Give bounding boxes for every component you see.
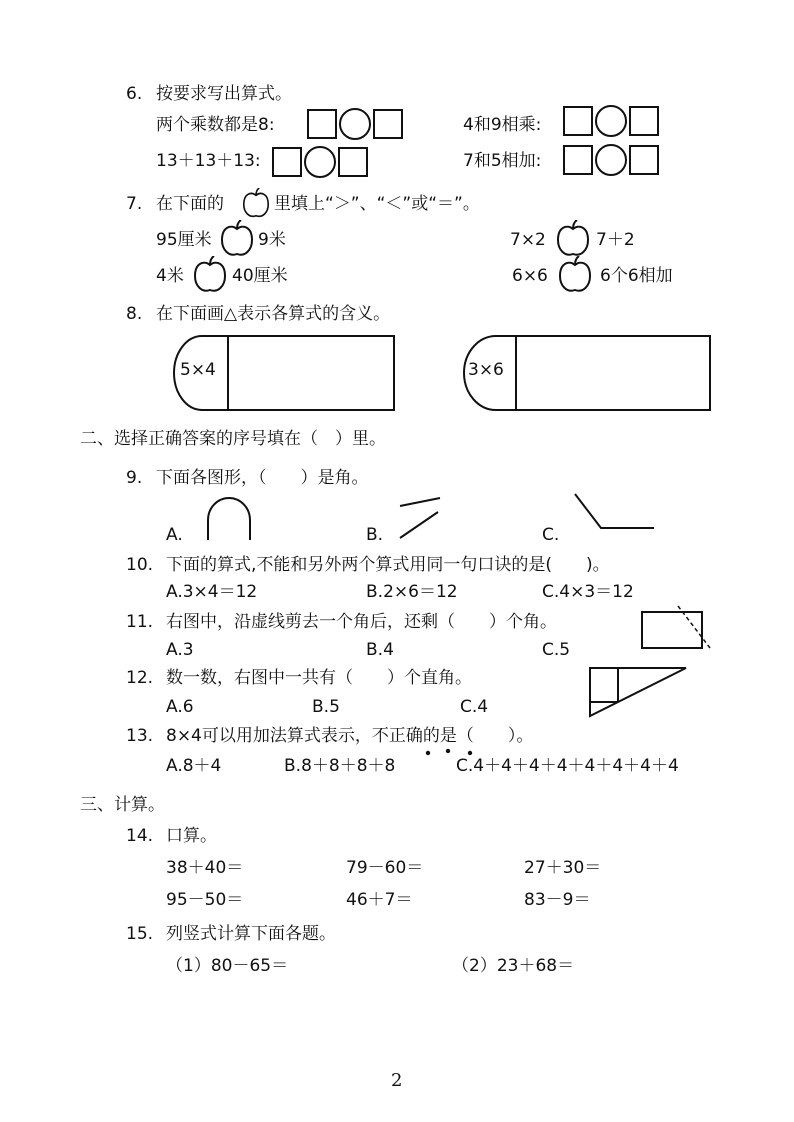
answer-square[interactable]	[629, 145, 659, 175]
q8-figure-1-label: 5×4	[180, 360, 216, 380]
q14-title: 口算。	[166, 826, 217, 846]
q12-option-c[interactable]: C.4	[460, 697, 489, 717]
q12-number: 12.	[126, 668, 154, 688]
q6-title: 按要求写出算式。	[156, 84, 292, 104]
q7-a-left: 95厘米	[156, 230, 212, 250]
q11-option-a[interactable]: A.3	[166, 640, 194, 660]
answer-square[interactable]	[629, 106, 659, 136]
q13-number: 13.	[126, 726, 154, 746]
q6-d-label: 7和5相加:	[463, 151, 542, 171]
q13-option-c[interactable]: C.4＋4＋4＋4＋4＋4＋4＋4	[456, 756, 679, 776]
q14-item: 46＋7＝	[346, 890, 413, 910]
q7-title-pre: 在下面的	[156, 194, 224, 214]
q7-title-post: 里填上“＞”、“＜”或“＝”。	[274, 194, 480, 214]
q7-d-left: 6×6	[512, 266, 548, 286]
q15-number: 15.	[126, 924, 154, 944]
q11-title: 右图中，沿虚线剪去一个角后，还剩（ ）个角。	[166, 612, 557, 632]
q11-figure	[638, 604, 714, 650]
q10-title: 下面的算式,不能和另外两个算式用同一句口诀的是( )。	[166, 555, 610, 575]
q6-d-answer-boxes[interactable]	[563, 144, 659, 176]
q9-figure-c	[572, 492, 658, 532]
q14-item: 83－9＝	[524, 890, 591, 910]
q8-figure-1-drawing-box[interactable]	[228, 336, 394, 410]
q10-option-c[interactable]: C.4×3＝12	[542, 582, 634, 602]
answer-square[interactable]	[373, 109, 403, 139]
q7-d-right: 6个6相加	[600, 266, 673, 286]
q8-figure-2-label: 3×6	[468, 360, 504, 380]
apple-icon[interactable]	[556, 220, 590, 258]
q12-option-b[interactable]: B.5	[312, 697, 340, 717]
q13-option-b[interactable]: B.8＋8＋8＋8	[284, 756, 396, 776]
q9-option-c[interactable]: C.	[542, 525, 560, 545]
q6-a-answer-boxes[interactable]	[307, 108, 403, 140]
q9-figure-b	[398, 496, 444, 540]
q12-title: 数一数，右图中一共有（ ）个直角。	[166, 668, 472, 688]
q14-item: 38＋40＝	[166, 858, 244, 878]
q15-title: 列竖式计算下面各题。	[166, 924, 336, 944]
apple-icon[interactable]	[220, 220, 254, 258]
q9-figure-a	[204, 496, 254, 544]
q12-option-a[interactable]: A.6	[166, 697, 194, 717]
q14-item: 27＋30＝	[524, 858, 602, 878]
q6-a-label: 两个乘数都是8:	[156, 115, 275, 135]
q6-c-label: 13＋13＋13:	[156, 151, 261, 171]
q15-item-1: （1）80－65＝	[166, 956, 289, 976]
q12-figure	[586, 664, 692, 720]
answer-square[interactable]	[272, 147, 302, 177]
q14-item: 95－50＝	[166, 890, 244, 910]
q6-number: 6.	[126, 84, 143, 104]
q10-option-a[interactable]: A.3×4＝12	[166, 582, 258, 602]
answer-square[interactable]	[563, 145, 593, 175]
q7-b-right: 7＋2	[596, 230, 635, 250]
section-2-title: 二、选择正确答案的序号填在（ ）里。	[80, 429, 386, 449]
operator-circle[interactable]	[595, 144, 627, 176]
q7-a-right: 9米	[258, 230, 286, 250]
q11-number: 11.	[126, 612, 154, 632]
q14-number: 14.	[126, 826, 154, 846]
q7-c-right: 40厘米	[232, 266, 288, 286]
q6-b-answer-boxes[interactable]	[563, 105, 659, 137]
q15-item-2: （2）23＋68＝	[452, 956, 575, 976]
answer-square[interactable]	[338, 147, 368, 177]
answer-square[interactable]	[563, 106, 593, 136]
apple-icon[interactable]	[193, 256, 227, 294]
q9-option-b[interactable]: B.	[366, 525, 384, 545]
q8-number: 8.	[126, 304, 143, 324]
apple-icon	[242, 188, 270, 219]
q11-option-b[interactable]: B.4	[366, 640, 394, 660]
q6-c-answer-boxes[interactable]	[272, 146, 368, 178]
operator-circle[interactable]	[595, 105, 627, 137]
q9-number: 9.	[126, 468, 143, 488]
apple-icon[interactable]	[558, 256, 592, 294]
q10-number: 10.	[126, 555, 154, 575]
q7-number: 7.	[126, 194, 143, 214]
q6-b-label: 4和9相乘:	[463, 115, 542, 135]
q9-option-a[interactable]: A.	[166, 525, 183, 545]
q11-option-c[interactable]: C.5	[542, 640, 571, 660]
page-number: 2	[391, 1070, 403, 1091]
q13-title: 8×4可以用加法算式表示，不正确的是（ ）。	[166, 726, 534, 746]
q14-item: 79－60＝	[346, 858, 424, 878]
operator-circle[interactable]	[339, 108, 371, 140]
q9-title: 下面各图形，（ ）是角。	[156, 468, 369, 488]
q7-b-left: 7×2	[510, 230, 546, 250]
q7-c-left: 4米	[156, 266, 184, 286]
operator-circle[interactable]	[304, 146, 336, 178]
q8-figure-2-drawing-box[interactable]	[516, 336, 710, 410]
q13-option-a[interactable]: A.8＋4	[166, 756, 222, 776]
answer-square[interactable]	[307, 109, 337, 139]
q10-option-b[interactable]: B.2×6＝12	[366, 582, 458, 602]
q8-title: 在下面画△表示各算式的含义。	[156, 304, 391, 324]
section-3-title: 三、计算。	[80, 795, 165, 815]
